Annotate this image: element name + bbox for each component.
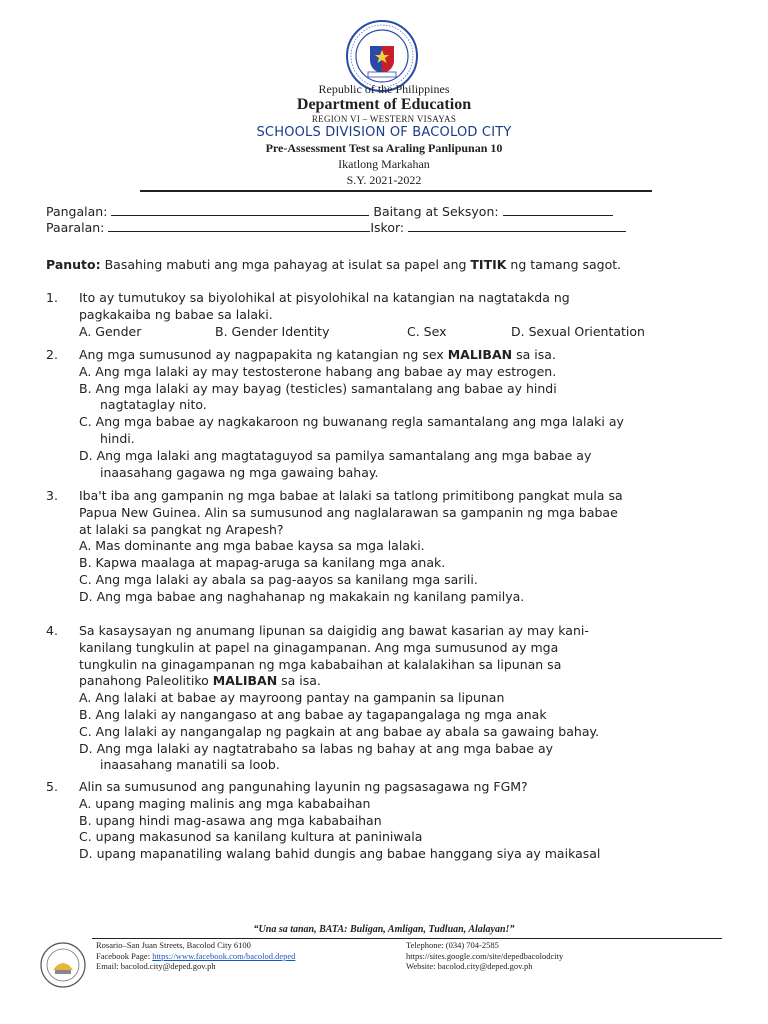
- footer-website: Website: bacolod.city@deped.gov.ph: [406, 961, 533, 971]
- choice-a[interactable]: A. upang maging malinis ang mga kababaihan: [79, 795, 371, 811]
- school-year-label: S.Y. 2021-2022: [346, 173, 422, 187]
- footer-email: Email: bacolod.city@deped.gov.ph: [96, 961, 216, 971]
- motto: “Una sa tanan, BATA: Buligan, Amligan, Tudluan, Alalayan!”: [253, 924, 515, 935]
- question-1: [46, 290, 726, 341]
- question-stem: Alin sa sumusunod ang pangunahing layunin ng pagsasagawa ng FGM?: [79, 779, 528, 794]
- footer-right: [406, 940, 563, 972]
- facebook-label: Facebook Page:: [96, 950, 153, 961]
- choice-b-continued: nagtataglay nito.: [100, 397, 207, 413]
- question-2: [46, 347, 726, 481]
- choice-d[interactable]: D. Sexual Orientation: [511, 323, 645, 339]
- school-score-row: [46, 219, 626, 235]
- region-heading: REGION VI – WESTERN VISAYAS: [311, 114, 457, 124]
- choice-c-continued: hindi.: [100, 430, 135, 446]
- choice-c[interactable]: C. Ang mga babae ay nagkakaroon ng buwanang regla samantalang ang mga lalaki ay: [79, 414, 624, 430]
- choice-d[interactable]: D. Ang mga lalaki ay nagtatrabaho sa labas ng bahay at ang mga babae ay: [79, 740, 554, 756]
- facebook-link[interactable]: https://www.facebook.com/bacolod.deped: [152, 950, 296, 961]
- republic-heading: Republic of the Philippines: [318, 82, 450, 96]
- score-field[interactable]: [408, 219, 626, 232]
- choices-row: [79, 324, 726, 341]
- choice-c[interactable]: C. Sex: [407, 323, 447, 339]
- choice-b[interactable]: B. upang hindi mag-asawa ang mga kababaihan: [79, 812, 382, 828]
- choice-b[interactable]: B. Gender Identity: [215, 323, 330, 339]
- score-label: Iskor:: [370, 220, 405, 235]
- choice-a[interactable]: A. Ang mga lalaki ay may testosterone habang ang babae ay may estrogen.: [79, 363, 557, 379]
- choice-b[interactable]: B. Ang lalaki ay nangangaso at ang babae ay tagapangalaga ng mga anak: [79, 706, 547, 722]
- header-divider: [140, 190, 652, 192]
- school-field[interactable]: [108, 219, 370, 232]
- grade-label: Baitang at Seksyon:: [373, 204, 499, 219]
- question-stem: Sa kasaysayan ng anumang lipunan sa daigidig ang bawat kasarian ay may kani-: [79, 623, 589, 638]
- choice-b[interactable]: B. Ang mga lalaki ay may bayag (testicles) samantalang ang babae ay hindi: [79, 380, 557, 396]
- question-number: 5.: [46, 779, 58, 794]
- directions-emphasis: TITIK: [470, 257, 507, 272]
- directions-text: Basahing mabuti ang mga pahayag at isulat sa papel ang: [100, 257, 471, 272]
- choice-c[interactable]: C. Ang mga lalaki ay abala sa pag-aayos sa kanilang mga sarili.: [79, 571, 478, 587]
- stem-emphasis: MALIBAN: [447, 347, 513, 362]
- quarter-label: Ikatlong Markahan: [338, 157, 430, 171]
- choice-c[interactable]: C. upang makasunod sa kanilang kultura at paniniwala: [79, 829, 423, 845]
- footer-telephone: Telephone: (034) 704-2585: [406, 940, 499, 950]
- choice-a[interactable]: A. Gender: [79, 323, 142, 339]
- footer-facebook: [96, 951, 295, 962]
- name-label: Pangalan:: [46, 204, 108, 219]
- name-grade-row: [46, 203, 613, 219]
- footer-divider: [92, 938, 722, 939]
- grade-section-field[interactable]: [503, 203, 613, 216]
- stem-text-end: sa isa.: [277, 673, 321, 689]
- question-4: [46, 623, 726, 774]
- test-title: Pre-Assessment Test sa Araling Panlipunan 10: [265, 141, 503, 155]
- question-stem: pagkakaiba ng babae sa lalaki.: [79, 306, 273, 322]
- choice-d[interactable]: D. Ang mga lalaki ang magtataguyod sa pamilya samantalang ang mga babae ay: [79, 447, 592, 463]
- question-stem: [79, 673, 726, 690]
- footer-left: [96, 940, 295, 972]
- name-field[interactable]: [111, 203, 369, 216]
- question-3: [46, 488, 726, 606]
- choice-a[interactable]: A. Ang lalaki at babae ay mayroong pantay na gampanin sa lipunan: [79, 690, 505, 706]
- department-heading: Department of Education: [296, 96, 472, 113]
- division-heading: SCHOOLS DIVISION OF BACOLOD CITY: [256, 125, 512, 140]
- choice-d-continued: inaasahang gagawa ng mga gawaing bahay.: [100, 464, 379, 480]
- choice-c[interactable]: C. Ang lalaki ay nangangalap ng pagkain at ang babae ay abala sa gawaing bahay.: [79, 723, 600, 739]
- school-label: Paaralan:: [46, 220, 105, 235]
- question-stem: Ito ay tumutukoy sa biyolohikal at pisyolohikal na katangian na nagtatakda ng: [79, 290, 570, 305]
- choice-d[interactable]: D. Ang mga babae ang naghahanap ng makakain ng kanilang pamilya.: [79, 588, 525, 604]
- question-stem: at lalaki sa pangkat ng Arapesh?: [79, 521, 284, 537]
- question-5: [46, 779, 726, 863]
- question-number: 2.: [46, 347, 58, 362]
- question-stem: tungkulin na ginagampanan ng mga kababaihan at kalalakihan sa lipunan sa: [79, 656, 562, 672]
- choice-d-continued: inaasahang manatili sa loob.: [100, 757, 280, 773]
- directions: [46, 257, 621, 272]
- footer-address: Rosario–San Juan Streets, Bacolod City 6100: [96, 940, 251, 950]
- choice-d[interactable]: D. upang mapanatiling walang bahid dungis ang babae hanggang siya ay maikasal: [79, 846, 601, 862]
- bacolod-division-seal-icon: [40, 942, 86, 988]
- directions-text-end: ng tamang sagot.: [506, 257, 622, 272]
- stem-text-end: sa isa.: [512, 347, 556, 362]
- directions-label: Panuto:: [46, 257, 101, 272]
- question-stem: kanilang tungkulin at papel na ginagampanan. Ang mga sumusunod ay mga: [79, 639, 559, 655]
- question-number: 4.: [46, 623, 58, 638]
- question-number: 1.: [46, 290, 58, 305]
- question-stem: Papua New Guinea. Alin sa sumusunod ang naglalarawan sa gampanin ng mga babae: [79, 504, 618, 520]
- choice-a[interactable]: A. Mas dominante ang mga babae kaysa sa mga lalaki.: [79, 538, 425, 554]
- choice-b[interactable]: B. Kapwa maalaga at mapag-aruga sa kanilang mga anak.: [79, 555, 446, 571]
- question-number: 3.: [46, 488, 58, 503]
- stem-text: Ang mga sumusunod ay nagpapakita ng katangian ng sex: [79, 347, 448, 362]
- footer-sites[interactable]: https://sites.google.com/site/depedbacolodcity: [406, 950, 564, 961]
- stem-text: panahong Paleolitiko: [79, 673, 213, 689]
- stem-emphasis: MALIBAN: [212, 673, 278, 689]
- question-stem: [79, 347, 726, 364]
- question-stem: Iba't iba ang gampanin ng mga babae at lalaki sa tatlong primitibong pangkat mula sa: [79, 488, 623, 503]
